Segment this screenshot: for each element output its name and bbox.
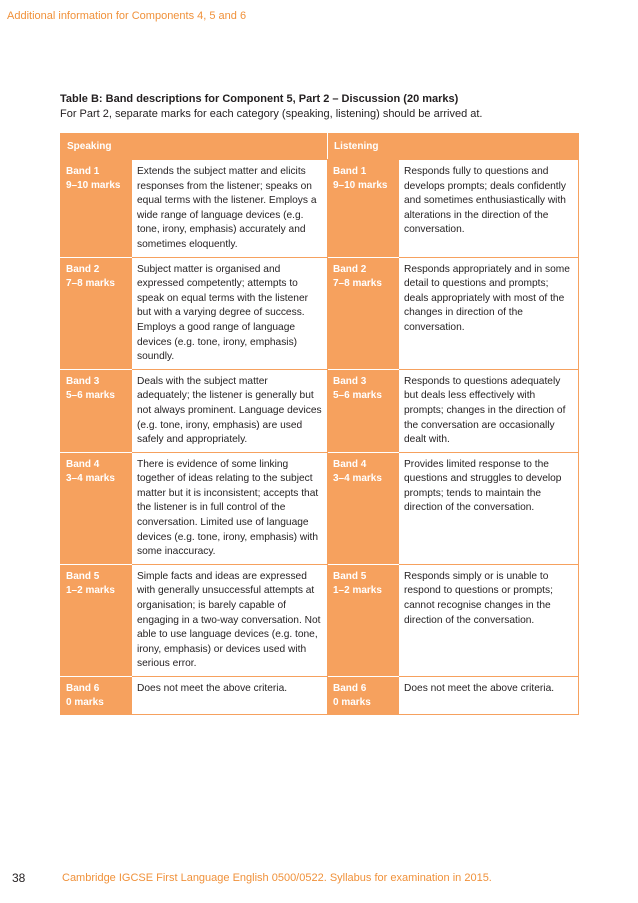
band-label: Band 2 <box>66 263 100 275</box>
listening-description: Responds simply or is unable to respond to questions or prompts; cannot recognise changes in the direction of the conversation. <box>399 564 579 676</box>
listening-description: Responds appropriately and in some detail to questions and prompts; deals appropriately with most of the changes in direction of the conversation. <box>399 257 579 369</box>
band-marks: 9–10 marks <box>333 180 388 191</box>
band-marks: 9–10 marks <box>66 180 121 191</box>
table-row <box>61 564 579 676</box>
band-label: Band 5 <box>333 570 367 582</box>
table-row <box>61 452 579 564</box>
band-marks: 3–4 marks <box>333 472 382 484</box>
listening-band-cell <box>328 369 399 452</box>
band-label: Band 1 <box>66 166 100 177</box>
table-row <box>61 677 579 715</box>
band-marks: 3–4 marks <box>66 472 115 484</box>
band-marks: 0 marks <box>66 697 104 708</box>
band-label: Band 5 <box>66 570 100 582</box>
speaking-band-cell <box>61 160 132 258</box>
band-label: Band 2 <box>333 263 367 275</box>
band-marks: 7–8 marks <box>333 277 382 289</box>
listening-band-cell <box>328 564 399 676</box>
speaking-description: Extends the subject matter and elicits responses from the listener; speaks on equal terms with the listener. Employs a wide range of language devices (e.g. tone, irony, emphasis) accurately and sometimes eloquently. <box>132 160 328 258</box>
table-row <box>61 160 579 258</box>
band-marks: 0 marks <box>333 697 371 708</box>
speaking-description: Deals with the subject matter adequately; the listener is generally but not always prominent. Language devices (e.g. tone, irony, emphasis) are used safely and appropriately. <box>132 369 328 452</box>
band-label: Band 4 <box>66 458 100 470</box>
band-label: Band 3 <box>333 375 367 387</box>
listening-header: Listening <box>328 134 579 160</box>
band-label: Band 4 <box>333 458 367 470</box>
speaking-band-cell <box>61 677 132 715</box>
speaking-header: Speaking <box>61 134 328 160</box>
table-row <box>61 369 579 452</box>
table-title: Table B: Band descriptions for Component 5, Part 2 – Discussion (20 marks) <box>60 93 459 105</box>
speaking-band-cell <box>61 369 132 452</box>
listening-band-cell <box>328 677 399 715</box>
page-number: 38 <box>12 871 26 885</box>
speaking-description: Simple facts and ideas are expressed with generally unsuccessful attempts at organisation; is barely capable of engaging in a two-way conversation. Not able to use language devices (e.g. tone, irony, emphasis) or devices used with serious error. <box>132 564 328 676</box>
listening-description: Does not meet the above criteria. <box>399 677 579 715</box>
listening-description: Responds to questions adequately but deals less effectively with prompts; changes in the direction of the conversation are occasionally dealt with. <box>399 369 579 452</box>
table-subtitle: For Part 2, separate marks for each category (speaking, listening) should be arrived at. <box>60 108 483 120</box>
footer-text: Cambridge IGCSE First Language English 0500/0522. Syllabus for examination in 2015. <box>62 872 492 884</box>
listening-band-cell <box>328 257 399 369</box>
band-label: Band 1 <box>333 166 367 177</box>
listening-band-cell <box>328 452 399 564</box>
listening-description: Responds fully to questions and develops prompts; deals confidently and sometimes enthusiastically with alterations in the direction of the conversation. <box>399 160 579 258</box>
speaking-band-cell <box>61 564 132 676</box>
band-marks: 1–2 marks <box>333 584 382 596</box>
running-head: Additional information for Components 4, 5 and 6 <box>7 10 247 22</box>
speaking-description: There is evidence of some linking together of ideas relating to the subject matter but it is inconsistent; accepts that the listener is in full control of the conversation. Limited use of language devices (e.g. tone, irony, emphasis) with some inaccuracy. <box>132 452 328 564</box>
listening-description: Provides limited response to the questions and struggles to develop prompts; tends to maintain the direction of the conversation. <box>399 452 579 564</box>
band-marks: 7–8 marks <box>66 277 115 289</box>
band-marks: 5–6 marks <box>66 389 115 401</box>
band-descriptions-table <box>60 133 579 715</box>
speaking-band-cell <box>61 452 132 564</box>
band-marks: 1–2 marks <box>66 584 115 596</box>
speaking-band-cell <box>61 257 132 369</box>
band-label: Band 6 <box>333 683 367 694</box>
speaking-description: Does not meet the above criteria. <box>132 677 328 715</box>
table-row <box>61 257 579 369</box>
table-header-row <box>61 134 579 160</box>
band-marks: 5–6 marks <box>333 389 382 401</box>
speaking-description: Subject matter is organised and expressed competently; attempts to speak on equal terms with the listener but with a varying degree of success. Employs a good range of language devices (e.g. tone, irony, emphasis) soundly. <box>132 257 328 369</box>
band-label: Band 6 <box>66 683 100 694</box>
listening-band-cell <box>328 160 399 258</box>
band-label: Band 3 <box>66 375 100 387</box>
